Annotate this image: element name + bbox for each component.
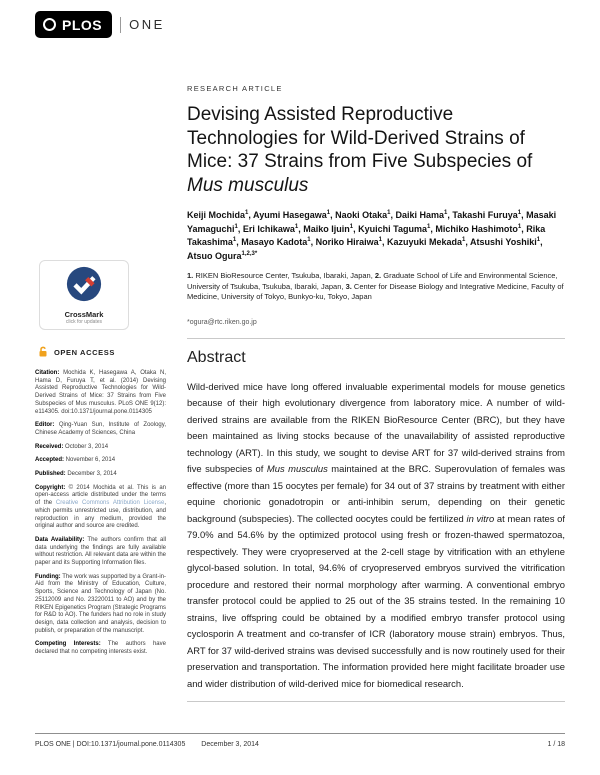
plos-wordmark: PLOS	[62, 16, 103, 33]
author-name: Maiko Ijuin$^1$	[303, 223, 354, 234]
open-access-badge	[37, 346, 166, 358]
data-availability-entry	[35, 537, 166, 568]
footer-left	[35, 741, 259, 748]
cc-license-link[interactable]: Creative Commons Attribution License	[55, 500, 165, 507]
data-availability-label: Data Availability:	[35, 536, 85, 543]
received-entry	[35, 444, 166, 452]
author-name: Masayo Kadota$^1$	[241, 237, 311, 247]
logo-divider	[120, 17, 121, 33]
received-text: October 3, 2014	[63, 443, 109, 450]
sidebar	[35, 260, 166, 663]
plos-one-logo	[35, 11, 165, 38]
main-column	[187, 84, 565, 702]
author-name: Takashi Furuya$^1$	[452, 210, 522, 220]
abstract-heading: Abstract	[187, 348, 246, 366]
accepted-label: Accepted:	[35, 457, 65, 464]
one-wordmark: ONE	[129, 17, 165, 32]
copyright-text-post: , which permits unrestricted use, distribution, and reproduction in any medium, provided the original author and source are credited.	[35, 500, 166, 530]
editor-label: Editor:	[35, 422, 55, 429]
copyright-entry	[35, 485, 166, 531]
footer-journal-doi: PLOS ONE | DOI:10.1371/journal.pone.0114305	[35, 741, 186, 748]
published-label: Published:	[35, 471, 66, 478]
footer-date: December 3, 2014	[201, 741, 259, 748]
author-name: Noriko Hiraiwa$^1$	[315, 237, 382, 247]
article-title	[187, 103, 565, 197]
author-name: Masaki Yamaguchi$^1$	[187, 210, 557, 234]
citation-entry	[35, 370, 166, 416]
funding-label: Funding:	[35, 573, 61, 580]
editor-text: Qing-Yuan Sun, Institute of Zoology, Chinese Academy of Sciences, China	[35, 422, 166, 436]
copyright-label: Copyright:	[35, 484, 66, 491]
copyright-text-pre: © 2014 Mochida et al. This is an open-access article distributed under the terms of the	[35, 484, 166, 507]
footer-page-number: 1 / 18	[547, 741, 565, 748]
author-name: Rika Takashima$^1$	[187, 223, 546, 247]
author-name: Naoki Otaka$^1$	[335, 210, 391, 220]
competing-interests-text: The authors have declared that no competing interests exist.	[35, 641, 166, 656]
author-name: Atsushi Yoshiki$^1$	[470, 237, 541, 247]
author-name: Ayumi Hasegawa$^1$	[253, 210, 331, 220]
accepted-entry	[35, 457, 166, 465]
open-lock-icon	[37, 346, 49, 358]
editor-entry	[35, 422, 166, 437]
corresponding-email-link[interactable]: *ogura@rtc.riken.go.jp	[187, 318, 257, 326]
author-name: Keiji Mochida$^1$	[187, 210, 249, 220]
funding-text: The work was supported by a Grant-in-Aid from the Ministry of Education, Culture, Sports, Science and Technology of Japan (No. 25112009 and No. 23220011 to AO) and by the RIKEN Epigenetics Program (Strategic Programs for R&D to AO). The funders had no role in study design, data collection and analysis, decision to publish, or preparation of the manuscript.	[35, 573, 166, 634]
author-name: Kyuichi Taguma$^1$	[358, 223, 431, 234]
article-type-label: RESEARCH ARTICLE	[187, 84, 283, 93]
citation-label: Citation:	[35, 370, 60, 376]
affiliations: 1. RIKEN BioResource Center, Tsukuba, Ibaraki, Japan, 2. Graduate School of Life and Environmental Science, University of Tsukuba, Tsukuba, Ibaraki, Japan, 3. Center for Disease Biology and Integrative Medicine, Faculty of Medicine, University of Tokyo, Bunkyo-ku, Tokyo, Japan	[187, 271, 564, 301]
article-title-species: Mus musculus	[187, 174, 309, 196]
author-name: Michiko Hashimoto$^1$	[435, 223, 522, 234]
crossmark-title: CrossMark	[64, 310, 104, 319]
published-text: December 3, 2014	[65, 471, 117, 478]
open-access-label: OPEN ACCESS	[54, 347, 115, 357]
competing-interests-label: Competing Interests:	[35, 641, 101, 648]
competing-interests-entry	[35, 641, 166, 656]
citation-text: Mochida K, Hasegawa A, Otaka N, Hama D, Furuya T, et al. (2014) Devising Assisted Reproductive Technologies for Wild-Derived Strains of Mice: 37 Strains from Five Subspecies of Mus musculus. PLoS ONE 9(12): e114305. doi:10.1371/journal.pone.0114305	[35, 370, 166, 415]
accepted-text: November 6, 2014	[64, 457, 116, 464]
abstract-text: Wild-derived mice have long offered invaluable experimental models for mouse genetics because of their high evolutionary divergence from laboratory mice. A number of wild-derived strains are available from the RIKEN BioResource Center (BRC), but they have been maintained as living stocks because of the unavailability of assisted reproductive technology (ART). In this study, we sought to devise ART for 37 wild-derived strains from five subspecies of Mus musculus maintained at the BRC. Superovulation of females was effective (more than 15 oocytes per female) for 34 out of 37 strains by treatment with either equine chorionic gonadotropin or anti-inhibin serum, depending on their genetic background (subspecies). The collected oocytes could be fertilized in vitro at mean rates of 79.0% and 54.6% by the optimized protocol using fresh or frozen-thawed spermatozoa, respectively. They were cryopreserved at the 2-cell stage by vitrification with an ethylene glycol-based solution. In total, 94.6% of cryopreserved embryos survived the vitrification procedure and restored their normal morphology after warming. A conventional embryo transfer protocol could be applied to 25 out of the 35 strains tested. In the remaining 10 strains, live offspring could be obtained by a modified embryo transfer protocol using cyclosporin A treatment and co-transfer of ICR (laboratory mouse strain) embryos. Thus, ART for 37 wild-derived strains was devised successfully and is now routinely used for their preservation and transportation. The information provided here might facilitate broader use and wider distribution of wild-derived mice for biomedical research.	[187, 380, 566, 689]
author-name: Atsuo Ogura$^{1,2,3*}$	[187, 250, 258, 261]
section-rule-bottom	[187, 701, 565, 702]
received-label: Received:	[35, 443, 64, 450]
published-entry	[35, 471, 166, 479]
data-availability-text: The authors confirm that all data underlying the findings are fully available without restriction. All relevant data are within the paper and its Supporting Information files.	[35, 536, 166, 567]
plos-icon	[43, 18, 56, 31]
crossmark-badge[interactable]	[39, 260, 129, 330]
article-title-text: Devising Assisted Reproductive Technologies for Wild-Derived Strains of Mice: 37 Strains from Five Subspecies of	[187, 104, 533, 172]
page-footer	[35, 733, 565, 748]
author-name: Kazuyuki Mekada$^1$	[387, 237, 466, 247]
crossmark-icon	[66, 266, 102, 302]
author-name: Daiki Hama$^1$	[395, 210, 448, 220]
author-name: Eri Ichikawa$^1$	[242, 223, 299, 234]
section-rule-top	[187, 338, 565, 339]
crossmark-subtitle: click for updates	[65, 319, 103, 325]
author-list: Keiji Mochida$^1$, Ayumi Hasegawa$^1$, Naoki Otaka$^1$, Daiki Hama$^1$, Takashi Furuya$^1$, Masaki Yamaguchi$^1$, Eri Ichikawa$^1$, Maiko Ijuin$^1$, Kyuichi Taguma$^1$, Michiko Hashimoto$^1$, Rika Takashima$^1$, Masayo Kadota$^1$, Noriko Hiraiwa$^1$, Kazuyuki Mekada$^1$, Atsushi Yoshiki$^1$, Atsuo Ogura$^{1,2,3*}$	[187, 210, 557, 261]
plos-logo-box	[35, 11, 112, 38]
funding-entry	[35, 574, 166, 636]
